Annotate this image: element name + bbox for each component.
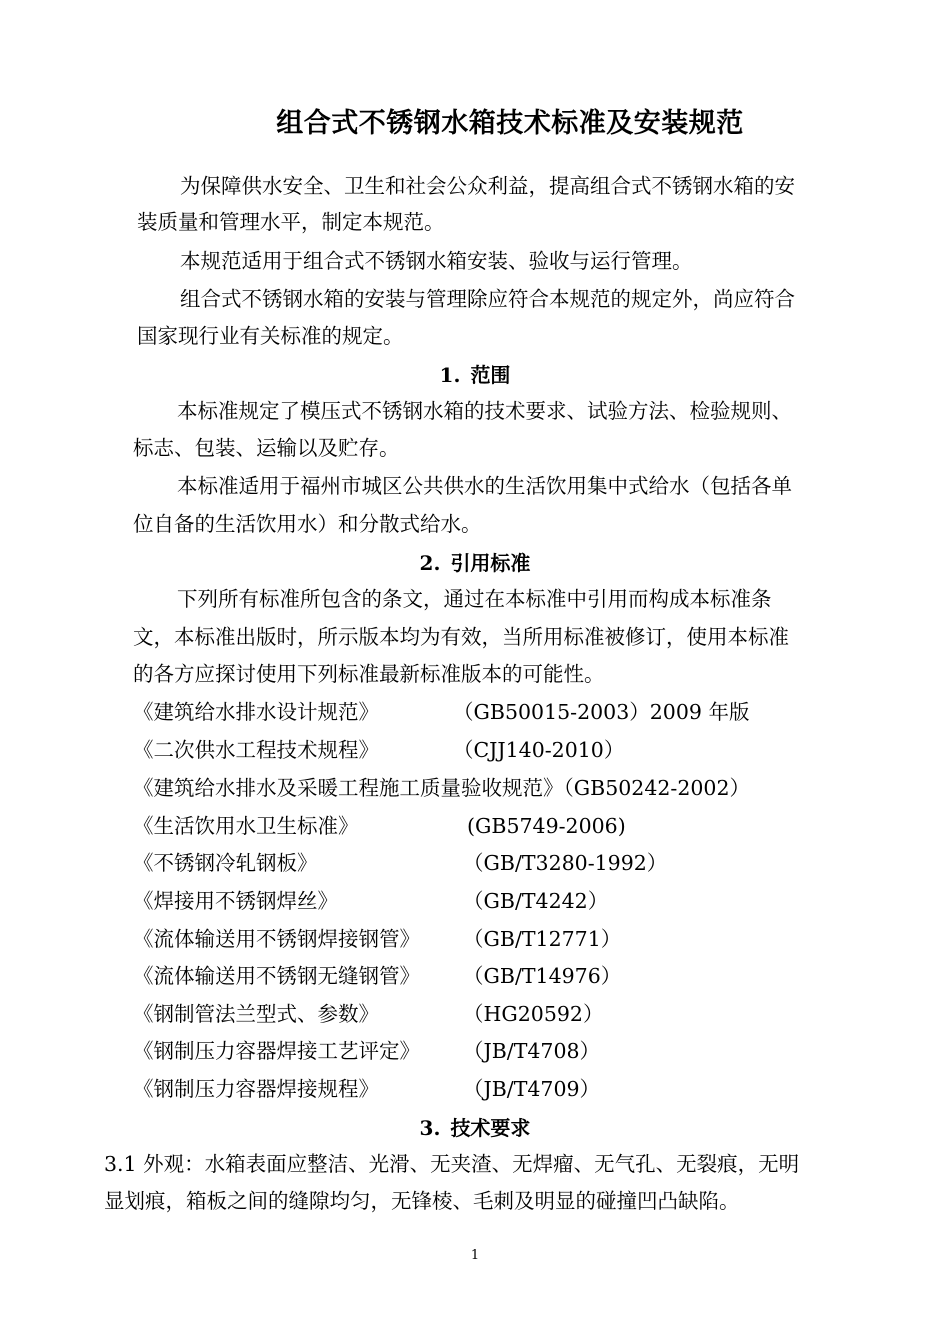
reference-name: 《建筑给水排水及采暖工程施工质量验收规范》 [133,776,564,800]
reference-name: 《二次供水工程技术规程》 [133,738,379,762]
reference-item [133,958,622,996]
section-2-title: 引用标准 [450,551,531,575]
section-1-heading [0,357,950,393]
reference-code: （GB/T3280-1992） [463,851,668,875]
reference-item [133,1033,601,1071]
reference-item [133,694,750,732]
reference-code: （HG20592） [463,1002,604,1026]
reference-code: （GB/T4242） [463,889,609,913]
section-1-para-2-line-1: 本标准适用于福州市城区公共供水的生活饮用集中式给水（包括各单 [177,474,792,498]
section-2-para-line-2: 文，本标准出版时，所示版本均为有效，当所用标准被修订，使用本标准 [133,625,789,649]
reference-item [133,845,668,883]
reference-code: （JB/T4709） [463,1077,601,1101]
section-3-para-line-1: 3.1 外观：水箱表面应整洁、光滑、无夹渣、无焊瘤、无气孔、无裂痕，无明 [104,1152,800,1176]
reference-name: 《钢制压力容器焊接工艺评定》 [133,1039,420,1063]
intro-1-line-2: 装质量和管理水平，制定本规范。 [137,210,445,234]
reference-name: 《钢制管法兰型式、参数》 [133,1002,379,1026]
reference-item [133,732,625,770]
reference-item [133,770,750,808]
reference-name: 《流体输送用不锈钢无缝钢管》 [133,964,420,988]
section-1-title: 范围 [470,363,511,387]
reference-item [133,1071,601,1109]
reference-code: (GB5749-2006) [467,814,626,838]
section-2-number: 2. [419,551,441,575]
document-title: 组合式不锈钢水箱技术标准及安装规范 [276,108,744,139]
intro-3-line-2: 国家现行业有关标准的规定。 [137,324,404,348]
reference-code: （GB/T14976） [463,964,622,988]
reference-item [133,996,604,1034]
section-1-para-1-line-1: 本标准规定了模压式不锈钢水箱的技术要求、试验方法、检验规则、 [177,399,792,423]
section-3-title: 技术要求 [450,1116,531,1140]
section-1-number: 1. [439,363,461,387]
reference-code: （GB/T12771） [463,927,622,951]
reference-name: 《建筑给水排水设计规范》 [133,700,379,724]
section-3-heading [0,1110,950,1146]
reference-name: 《钢制压力容器焊接规程》 [133,1077,379,1101]
intro-1-line-1: 为保障供水安全、卫生和社会公众利益，提高组合式不锈钢水箱的安 [180,174,795,198]
section-1-para-2-line-2: 位自备的生活饮用水）和分散式给水。 [133,512,482,536]
section-2-heading [0,545,950,581]
page-number: 1 [470,1248,480,1263]
reference-name: 《焊接用不锈钢焊丝》 [133,889,338,913]
reference-code: （CJJ140-2010） [453,738,625,762]
section-3-number: 3. [419,1116,441,1140]
reference-name: 《流体输送用不锈钢焊接钢管》 [133,927,420,951]
section-2-para-line-3: 的各方应探讨使用下列标准最新标准版本的可能性。 [133,662,605,686]
section-3-para-line-2: 显划痕，箱板之间的缝隙均匀，无锋棱、毛刺及明显的碰撞凹凸缺陷。 [104,1189,740,1213]
reference-item [133,883,609,921]
reference-item [133,808,626,846]
intro-2-line-1: 本规范适用于组合式不锈钢水箱安装、验收与运行管理。 [180,249,693,273]
reference-code: （GB50015-2003）2009 年版 [453,700,750,724]
reference-name: 《不锈钢冷轧钢板》 [133,851,318,875]
reference-name: 《生活饮用水卫生标准》 [133,814,359,838]
reference-code: （JB/T4708） [463,1039,601,1063]
section-2-para-line-1: 下列所有标准所包含的条文，通过在本标准中引用而构成本标准条 [177,587,772,611]
reference-item [133,921,622,959]
section-1-para-1-line-2: 标志、包装、运输以及贮存。 [133,436,400,460]
reference-code: （GB50242-2002） [563,776,751,800]
intro-3-line-1: 组合式不锈钢水箱的安装与管理除应符合本规范的规定外，尚应符合 [180,287,795,311]
